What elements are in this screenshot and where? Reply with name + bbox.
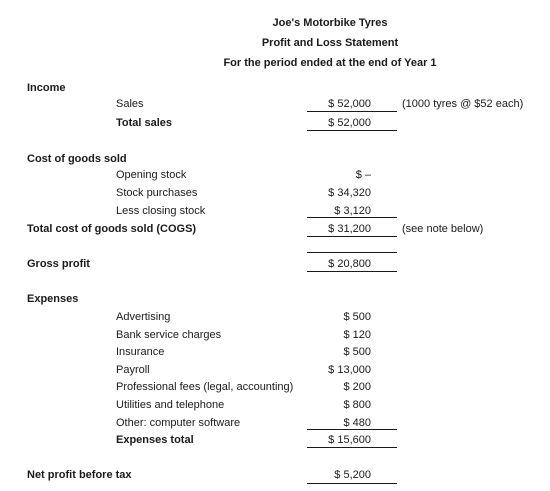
gross-profit-bottom-rule <box>307 271 397 272</box>
closing-stock-label: Less closing stock <box>116 205 206 217</box>
expense-label: Other: computer software <box>116 417 241 429</box>
expense-value: $ 500 <box>343 346 371 358</box>
sales-row <box>0 97 550 113</box>
net-profit-value: $ 5,200 <box>334 469 371 481</box>
closing-stock-value: $ 3,120 <box>334 205 371 217</box>
expense-row <box>0 380 550 396</box>
expense-row <box>0 363 550 379</box>
expenses-total-value: $ 15,600 <box>328 434 371 446</box>
cogs-total-row <box>0 222 550 238</box>
income-heading: Income <box>27 82 66 94</box>
expense-label: Advertising <box>116 311 171 323</box>
gross-profit-value: $ 20,800 <box>328 258 371 270</box>
expense-row <box>0 345 550 361</box>
cogs-total-label: Total cost of goods sold (COGS) <box>27 223 197 235</box>
gross-profit-label: Gross profit <box>27 258 90 270</box>
expenses-total-label: Expenses total <box>116 434 194 446</box>
sales-note: (1000 tyres @ $52 each) <box>402 98 524 110</box>
expense-label: Bank service charges <box>116 329 222 341</box>
gross-profit-row <box>0 257 550 273</box>
cogs-total-top-rule <box>307 217 397 218</box>
expense-value: $ 800 <box>343 399 371 411</box>
expenses-heading-row <box>0 292 550 308</box>
expenses-total-top-rule <box>307 429 397 430</box>
sales-label: Sales <box>116 98 144 110</box>
cogs-total-note: (see note below) <box>402 223 484 235</box>
expense-label: Insurance <box>116 346 165 358</box>
statement-title: Profit and Loss Statement <box>261 37 399 49</box>
cogs-total-value: $ 31,200 <box>328 223 371 235</box>
total-sales-bottom-rule <box>307 130 397 131</box>
stock-purchases-row <box>0 186 550 202</box>
opening-stock-value: $ – <box>355 169 371 181</box>
opening-stock-row <box>0 168 550 184</box>
cogs-total-bottom-rule <box>307 236 397 237</box>
expense-value: $ 200 <box>343 381 371 393</box>
total-sales-label: Total sales <box>116 117 173 129</box>
expense-label: Utilities and telephone <box>116 399 225 411</box>
expenses-heading: Expenses <box>27 293 79 305</box>
net-profit-row <box>0 468 550 484</box>
expense-row <box>0 310 550 326</box>
expense-row <box>0 398 550 414</box>
sales-value: $ 52,000 <box>328 98 371 110</box>
expense-value: $ 120 <box>343 329 371 341</box>
stock-purchases-label: Stock purchases <box>116 187 198 199</box>
total-sales-value: $ 52,000 <box>328 117 371 129</box>
cogs-heading-row <box>0 152 550 168</box>
expense-value: $ 500 <box>343 311 371 323</box>
opening-stock-label: Opening stock <box>116 169 187 181</box>
statement-period: For the period ended at the end of Year 1 <box>223 57 437 69</box>
expenses-total-row <box>0 433 550 449</box>
cogs-heading: Cost of goods sold <box>27 153 127 165</box>
expense-value: $ 13,000 <box>328 364 371 376</box>
expense-value: $ 480 <box>343 417 371 429</box>
gross-profit-top-rule <box>307 252 397 253</box>
total-sales-top-rule <box>307 111 397 112</box>
closing-stock-row <box>0 204 550 220</box>
expense-row <box>0 416 550 432</box>
expense-label: Professional fees (legal, accounting) <box>116 381 294 393</box>
expense-row <box>0 328 550 344</box>
net-profit-bottom-rule <box>307 483 397 484</box>
total-sales-row <box>0 116 550 132</box>
expenses-total-bottom-rule <box>307 447 397 448</box>
expense-label: Payroll <box>116 364 150 376</box>
stock-purchases-value: $ 34,320 <box>328 187 371 199</box>
income-heading-row <box>0 81 550 97</box>
company-name: Joe's Motorbike Tyres <box>272 17 388 29</box>
net-profit-label: Net profit before tax <box>27 469 132 481</box>
